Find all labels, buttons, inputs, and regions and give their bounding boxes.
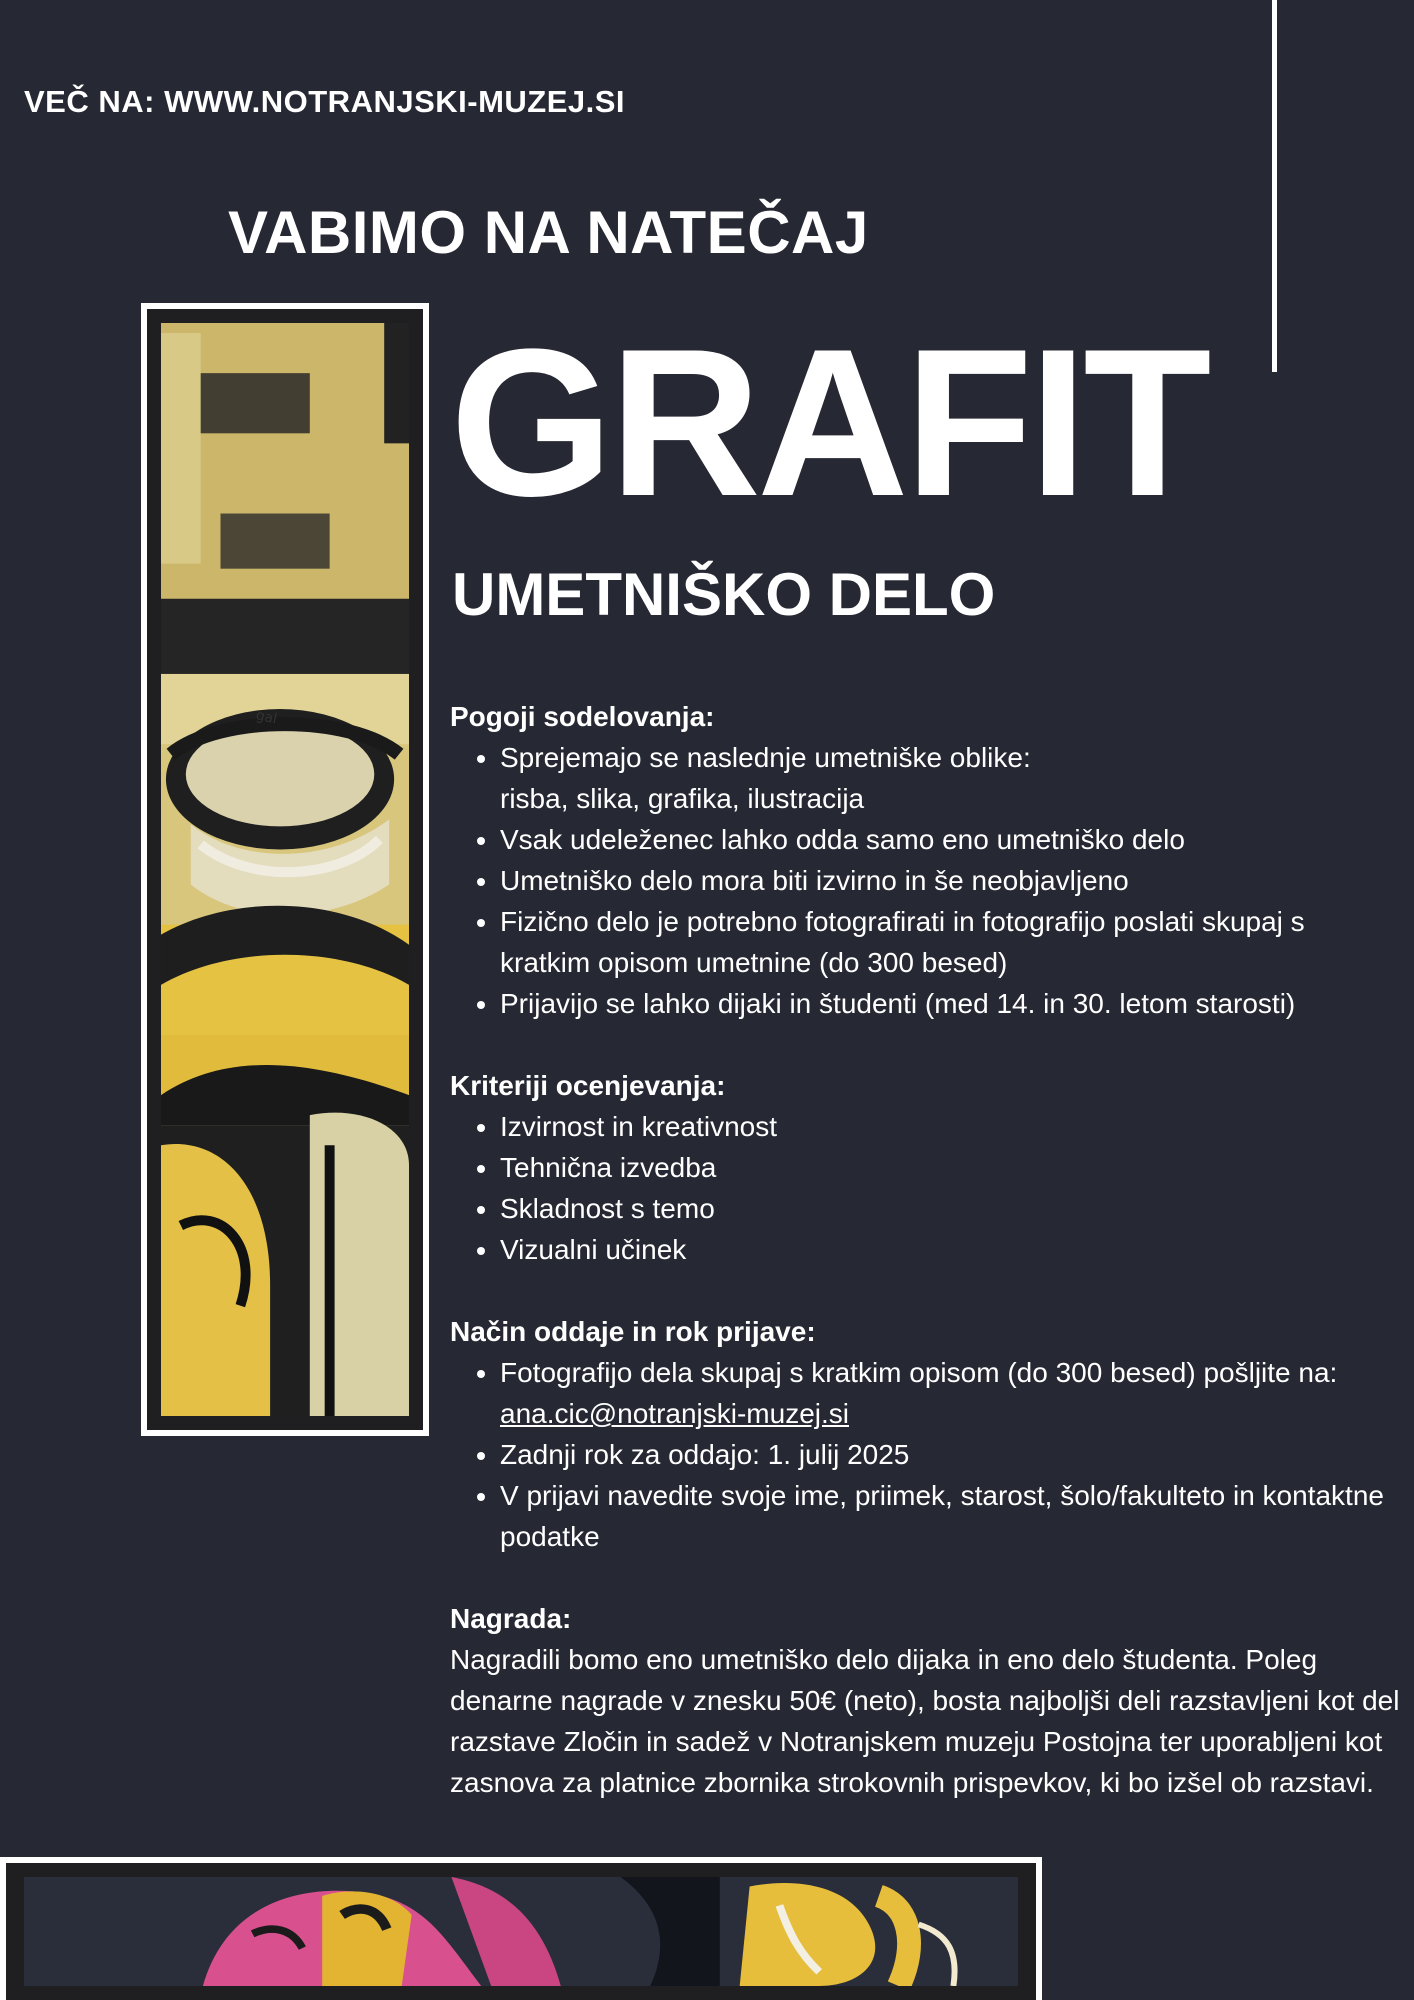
subtitle: UMETNIŠKO DELO: [452, 561, 996, 628]
list-item: • Vizualni učinek: [500, 1229, 1400, 1270]
list-item: • Vsak udeleženec lahko odda samo eno umetniško delo: [500, 819, 1400, 860]
list-item: [500, 737, 1400, 819]
list-item-text: Fotografijo dela skupaj s kratkim opisom (do 300 besed) pošljite na:: [500, 1357, 1338, 1388]
prize-text: Nagradili bomo eno umetniško delo dijaka in eno delo študenta. Poleg denarne nagrade v znesku 50€ (neto), bosta najboljši deli razstavljeni kot del razstave Zločin in sadež v Notranjskem muzeju Postojna ter uporabljeni kot zasnova za platnice zbornika strokovnih prispevkov, ki bo izšel ob razstavi.: [450, 1644, 1400, 1798]
list-item: • Izvirnost in kreativnost: [500, 1106, 1400, 1147]
graffiti-horizontal-image: [24, 1877, 1018, 1986]
criteria-list: [450, 1106, 1400, 1270]
list-item-text: risba, slika, grafika, ilustracija: [500, 783, 865, 814]
submission-list: [450, 1352, 1400, 1557]
invite-heading: VABIMO NA NATEČAJ: [228, 199, 869, 266]
list-item: • Skladnost s temo: [500, 1188, 1400, 1229]
prize-heading: Nagrada:: [450, 1603, 572, 1634]
list-item: [500, 1352, 1400, 1434]
list-item: • V prijavi navedite svoje ime, priimek, starost, šolo/fakulteto in kontaktne podatke: [500, 1475, 1400, 1557]
graffiti-photo-horizontal: [0, 1857, 1042, 2000]
conditions-heading: Pogoji sodelovanja:: [450, 701, 715, 732]
list-item: • Fizično delo je potrebno fotografirati in fotografijo poslati skupaj s kratkim opisom umetnine (do 300 besed): [500, 901, 1400, 983]
list-item: • Prijavijo se lahko dijaki in študenti (med 14. in 30. letom starosti): [500, 983, 1400, 1024]
main-title: GRAFIT: [450, 305, 1208, 540]
graffiti-vertical-image: [161, 323, 409, 1416]
graffiti-photo-vertical: [141, 303, 429, 1436]
submission-heading: Način oddaje in rok prijave:: [450, 1316, 816, 1347]
website-url: VEČ NA: WWW.NOTRANJSKI-MUZEJ.SI: [24, 84, 626, 119]
list-item: • Umetniško delo mora biti izvirno in še neobjavljeno: [500, 860, 1400, 901]
conditions-list: [450, 737, 1400, 1024]
list-item: • Tehnična izvedba: [500, 1147, 1400, 1188]
list-item: • Zadnji rok za oddajo: 1. julij 2025: [500, 1434, 1400, 1475]
criteria-heading: Kriteriji ocenjevanja:: [450, 1070, 726, 1101]
decorative-vertical-line: [1272, 0, 1277, 372]
content-body: [450, 696, 1400, 1803]
contact-email-link[interactable]: ana.cic@notranjski-muzej.si: [500, 1398, 849, 1429]
svg-text:gal: gal: [254, 707, 279, 728]
list-item-text: Sprejemajo se naslednje umetniške oblike:: [500, 742, 1031, 773]
